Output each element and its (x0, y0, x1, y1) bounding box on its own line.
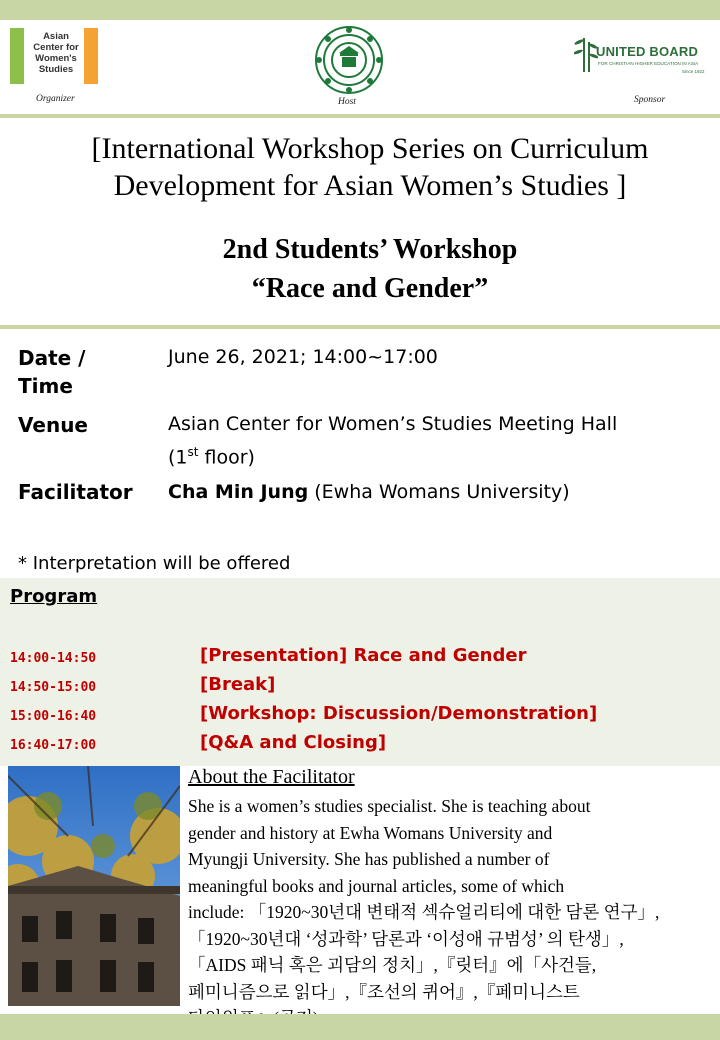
interpretation-note: * Interpretation will be offered (18, 553, 291, 574)
top-band (0, 0, 720, 20)
program-item: [Presentation] Race and Gender (200, 645, 527, 666)
venue-label: Venue (18, 413, 88, 437)
series-title: [International Workshop Series on Curriculum Development for Asian Women’s Studies ] (91, 132, 649, 202)
host-seal-logo (313, 24, 385, 96)
facilitator-photo (8, 766, 180, 1006)
organizer-logo (10, 28, 98, 86)
facilitator-affiliation: (Ewha Womans University) (308, 481, 570, 503)
logo-orange-bar (84, 28, 98, 84)
facilitator-name: Cha Min Jung (168, 481, 309, 503)
sponsor-caption: Sponsor (634, 95, 666, 105)
program-time: 14:50-15:00 (10, 680, 97, 695)
facilitator-label: Facilitator (18, 480, 133, 504)
program-time: 14:00-14:50 (10, 651, 97, 666)
sponsor-logo (574, 32, 714, 80)
date-time-label: Date / Time (18, 346, 86, 398)
program-time: 15:00-16:40 (10, 709, 97, 724)
program-title: Program (10, 586, 98, 607)
organizer-caption: Organizer (36, 94, 75, 104)
program-section (0, 578, 720, 766)
program-item: [Workshop: Discussion/Demonstration] (200, 703, 598, 724)
venue-value: Asian Center for Women’s Studies Meeting Hall (1st floor) (168, 413, 618, 469)
program-item: [Break] (200, 674, 276, 695)
logo-green-bar (10, 28, 24, 84)
program-time: 16:40-17:00 (10, 738, 97, 753)
organizer-logo-text: Asian Center for Women's Studies (33, 31, 79, 75)
title-divider (0, 325, 720, 329)
bamboo-icon (574, 34, 598, 74)
program-item: [Q&A and Closing] (200, 732, 387, 753)
about-title: About the Facilitator (188, 766, 355, 788)
building-photo-image (8, 766, 180, 1006)
workshop-title: 2nd Students’ Workshop “Race and Gender” (222, 234, 518, 304)
header-divider (0, 114, 720, 118)
sponsor-since: Since 1922 (682, 69, 705, 74)
bottom-band (0, 1014, 720, 1040)
sponsor-name: UNITED BOARD (596, 44, 699, 59)
facilitator-value (168, 478, 708, 506)
ewha-seal-icon (313, 24, 385, 96)
host-caption: Host (338, 97, 356, 107)
sponsor-subtitle: FOR CHRISTIAN HIGHER EDUCATION IN ASIA (598, 61, 699, 66)
date-time-value: June 26, 2021; 14:00~17:00 (168, 346, 438, 368)
about-body: She is a women’s studies specialist. She is teaching about gender and history at Ewha Womans University and Myungji University. She has published a number of meaningful books and journal articles, some of which include: 「1920~30년대 변태적 섹슈얼리티에 대한 담론 연구」, 「1920~30년대 ‘성과학’ 담론과 ‘이성애 규범성’ 의 탄생」, 「AIDS 패닉 혹은 괴담의 정치」,『릿터』에「사건들, 페미니즘으로 읽다」,『조선의 퀴어』,『페미니스트 (188, 796, 660, 1002)
